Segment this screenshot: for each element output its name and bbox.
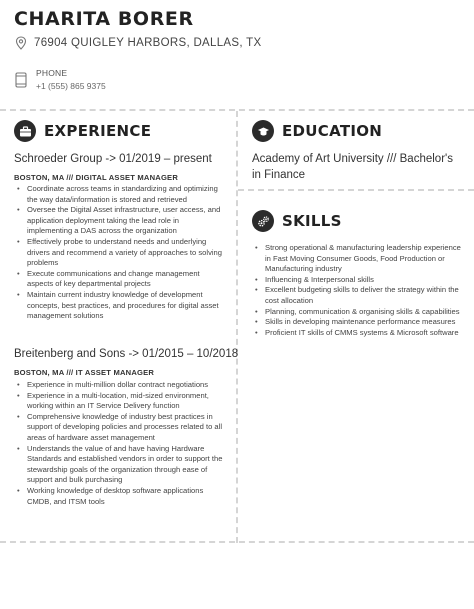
list-item: • Planning, communication & organising skills & capabilities bbox=[254, 307, 464, 318]
job-bullets bbox=[16, 184, 226, 322]
phone-number: +1 (555) 865 9375 bbox=[36, 81, 106, 91]
list-item: • Strong operational & manufacturing leadership experience in Fast Moving Consumer Goods, Food Production or Manufacturing industry bbox=[254, 243, 464, 275]
list-item: • Experience in a multi-location, mid-sized environment, working within an IT Service Delivery function bbox=[16, 391, 226, 412]
location-pin-icon bbox=[14, 36, 28, 50]
address-text: 76904 QUIGLEY HARBORS, DALLAS, TX bbox=[34, 37, 262, 49]
list-item: • Maintain current industry knowledge of development concepts, best practices, and procedures for digital asset management solutions bbox=[16, 290, 226, 322]
list-item: • Proficient IT skills of CMMS systems & Microsoft software bbox=[254, 328, 464, 339]
column-divider bbox=[236, 111, 238, 543]
list-item: • Effectively probe to understand needs and underlying drivers and recommend a variety of approaches to solving problems bbox=[16, 237, 226, 269]
list-item: • Understands the value of and have having Hardware Standards and established vendors in order to support the stewardship goals of the organization through ease of support and bulk purchasing bbox=[16, 444, 226, 486]
list-item: • Coordinate across teams in standardizing and optimizing the way data/information is stored and retrieved bbox=[16, 184, 226, 205]
skills-list bbox=[254, 243, 464, 338]
job-bullets bbox=[16, 380, 226, 507]
briefcase-icon bbox=[14, 120, 36, 142]
skills-title: SKILLS bbox=[282, 212, 342, 230]
job-heading: Breitenberg and Sons -> 01/2015 – 10/2018 bbox=[14, 348, 239, 360]
education-title: EDUCATION bbox=[282, 122, 383, 140]
list-item: • Comprehensive knowledge of industry best practices in support of developing policies and processes related to all areas of hardware asset management bbox=[16, 412, 226, 444]
experience-title: EXPERIENCE bbox=[44, 122, 152, 140]
job-heading: Schroeder Group -> 01/2019 – present bbox=[14, 153, 212, 165]
phone-icon bbox=[14, 72, 28, 88]
job-subheading: BOSTON, MA /// DIGITAL ASSET MANAGER bbox=[14, 173, 179, 182]
list-item: • Skills in developing maintenance performance measures bbox=[254, 317, 464, 328]
job-subheading: BOSTON, MA /// IT ASSET MANAGER bbox=[14, 368, 155, 377]
list-item: • Excellent budgeting skills to deliver the strategy within the cost allocation bbox=[254, 285, 464, 306]
phone-block bbox=[14, 68, 106, 91]
list-item: • Execute communications and change management aspects of key departmental projects bbox=[16, 269, 226, 290]
list-item: • Experience in multi-million dollar contract negotiations bbox=[16, 380, 226, 391]
experience-heading bbox=[14, 120, 151, 142]
graduation-cap-icon bbox=[252, 120, 274, 142]
education-entry: Academy of Art University /// Bachelor's in Finance bbox=[252, 153, 453, 181]
education-heading bbox=[252, 120, 382, 142]
education-divider bbox=[238, 189, 474, 191]
gears-icon bbox=[252, 210, 274, 232]
phone-label: PHONE bbox=[36, 68, 68, 78]
list-item: • Working knowledge of desktop software applications CMDB, and ITSM tools bbox=[16, 486, 226, 507]
address-row bbox=[14, 36, 464, 50]
candidate-name: CHARITA BORER bbox=[14, 8, 194, 30]
list-item: • Influencing & Interpersonal skills bbox=[254, 275, 464, 286]
skills-heading bbox=[252, 210, 342, 232]
resume-header bbox=[14, 8, 464, 91]
list-item: • Oversee the Digital Asset infrastructure, user access, and application deployment taking the lead role in implementing a DAS across the organization bbox=[16, 205, 226, 237]
